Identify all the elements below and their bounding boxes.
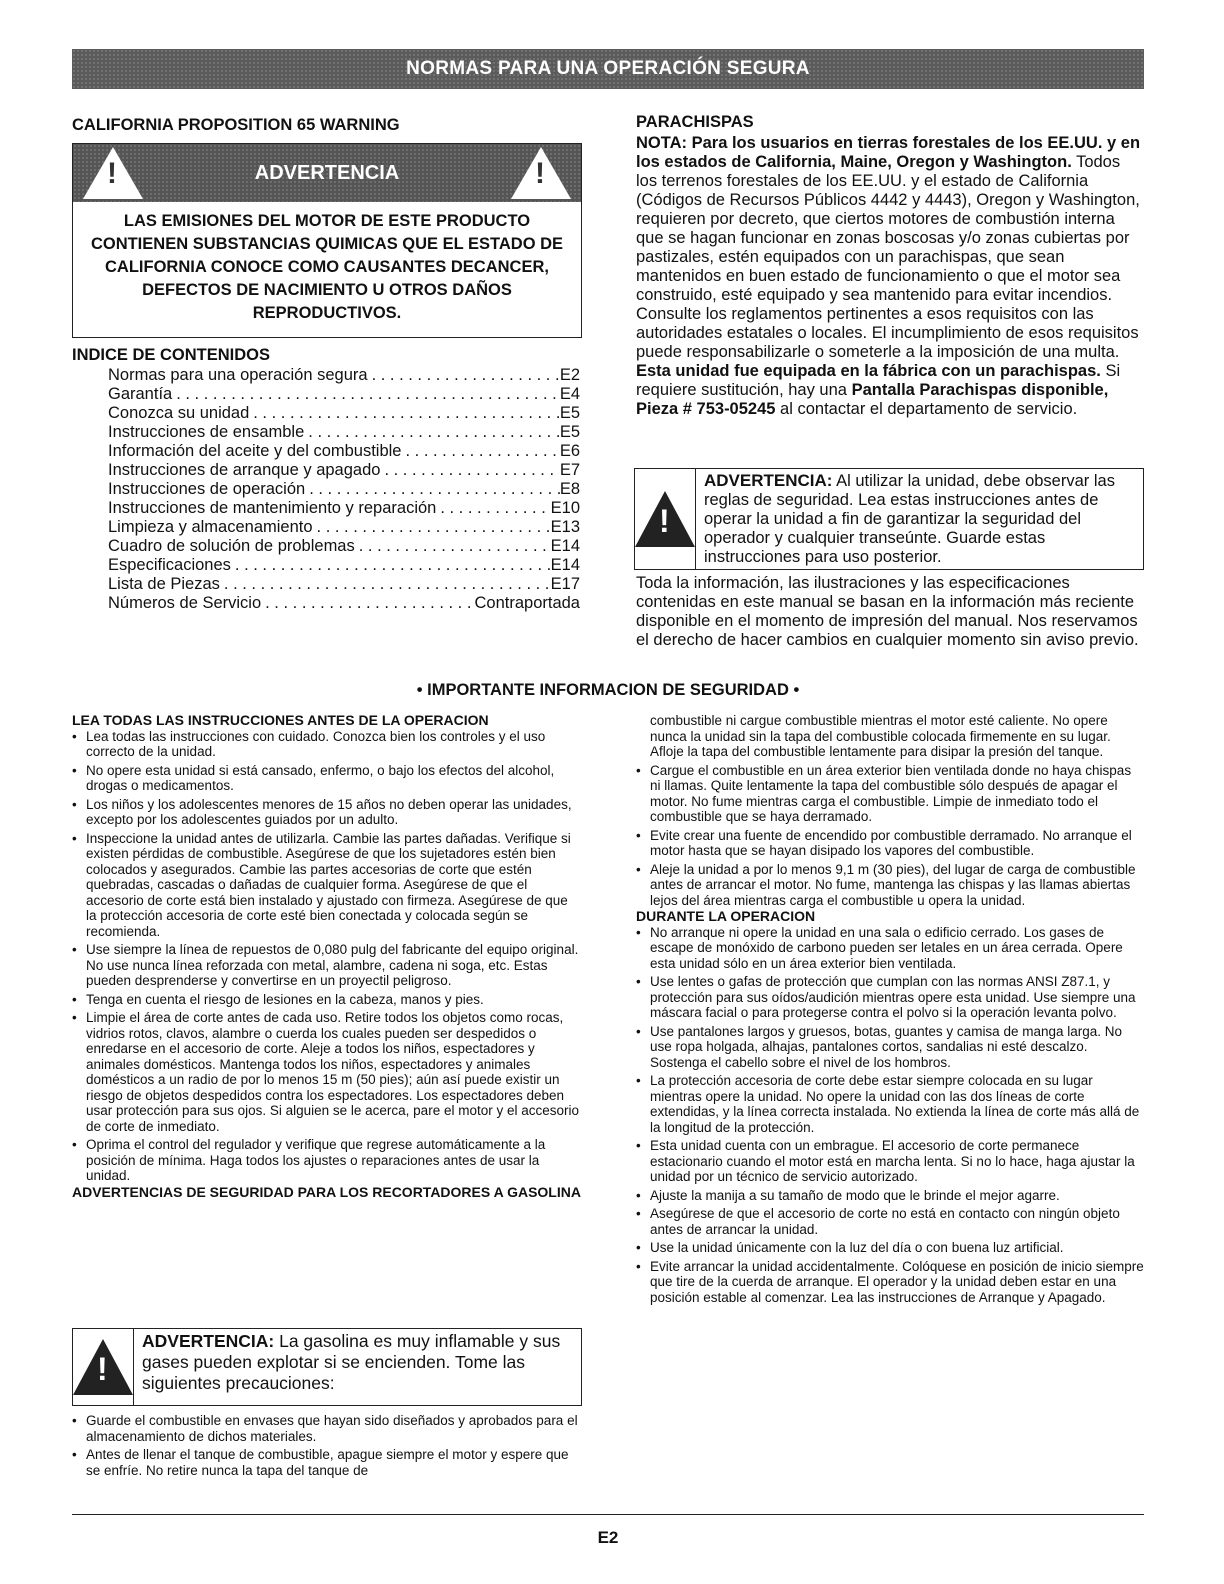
toc-page: E8 bbox=[559, 480, 580, 498]
warning-label: ADVERTENCIA: bbox=[704, 471, 833, 490]
warning-body: La gasolina es muy inflamable y sus gases pueden explotar si se encienden. Tome las siguientes precauciones: bbox=[142, 1331, 561, 1393]
list-item: • Evite crear una fuente de encendido por combustible derramado. No arranque el motor hasta que se hayan disipado los vapores del combustible. bbox=[636, 828, 1144, 859]
toc-label: Instrucciones de mantenimiento y reparación bbox=[108, 499, 437, 517]
user-warning-text bbox=[696, 469, 1143, 569]
during-operation-list bbox=[636, 925, 1144, 1306]
list-item: • Lea todas las instrucciones con cuidado. Conozca bien los controles y el uso correcto de la unidad. bbox=[72, 729, 582, 760]
toc-row bbox=[108, 499, 580, 518]
left-bottom-column-end bbox=[72, 1413, 582, 1481]
toc-row bbox=[108, 556, 580, 575]
toc-page: E5 bbox=[559, 423, 580, 441]
gasoline-warning-box bbox=[72, 1328, 582, 1406]
list-item: • La protección accesoria de corte debe estar siempre colocada en su lugar mientras opere la unidad. No opere la unidad con las dos líneas de corte extendidas, y la línea correcta instalada. No extienda la línea de corte más allá de la longitud de la protección. bbox=[636, 1073, 1144, 1135]
info-paragraph-block bbox=[636, 574, 1144, 650]
list-item: • Esta unidad cuenta con un embrague. El accesorio de corte permanece estacionario cuando el motor está en marcha lenta. Si no lo hace, haga ajustar la unidad por un técnico de servicio autorizado. bbox=[636, 1138, 1144, 1185]
toc-page: E10 bbox=[550, 499, 580, 517]
toc-page: E6 bbox=[559, 442, 580, 460]
toc-label: Conozca su unidad bbox=[108, 404, 250, 422]
prop65-warning-text: LAS EMISIONES DEL MOTOR DE ESTE PRODUCTO CONTIENEN SUBSTANCIAS QUIMICAS QUE EL ESTADO DE CALIFORNIA CONOCE COMO CAUSANTES DECANCER, DEFECTOS DE NACIMIENTO U OTROS DAÑOS REPRODUCTIVOS. bbox=[90, 212, 564, 322]
list-item: • Use la unidad únicamente con la luz del día o con buena luz artificial. bbox=[636, 1240, 1144, 1256]
list-item: • Asegúrese de que el accesorio de corte no está en contacto con ningún objeto antes de arrancar la unidad. bbox=[636, 1206, 1144, 1237]
list-item: • Ajuste la manija a su tamaño de modo que le brinde el mejor agarre. bbox=[636, 1188, 1144, 1204]
list-item: • Antes de llenar el tanque de combustible, apague siempre el motor y espere que se enfríe. No retire nunca la tapa del tanque de bbox=[72, 1447, 582, 1478]
toc-page: E4 bbox=[559, 385, 580, 403]
read-all-list bbox=[72, 729, 582, 1184]
toc-row bbox=[108, 404, 580, 423]
list-item: • Use siempre la línea de repuestos de 0,080 pulg del fabricante del equipo original. No use nunca línea reforzada con metal, alambre, cadena ni soga, etc. Estas pueden desprenderse y convertirse en un proyectil peligroso. bbox=[72, 942, 582, 989]
toc-row bbox=[108, 423, 580, 442]
user-warning-box bbox=[634, 468, 1144, 570]
toc-leader bbox=[220, 575, 551, 594]
warning-triangle-icon bbox=[73, 1339, 133, 1395]
important-heading: • IMPORTANTE INFORMACION DE SEGURIDAD • bbox=[416, 681, 800, 699]
prop65-warning-box bbox=[72, 143, 582, 338]
section-banner bbox=[72, 49, 1144, 89]
warning-triangle-icon bbox=[511, 147, 571, 199]
continued-text: combustible ni cargue combustible mientras el motor esté caliente. No opere nunca la unidad sin la tapa del combustible colocada firmemente en su lugar. Afloje la tapa del combustible lentamente para disipar la presión del tanque. bbox=[650, 713, 1111, 759]
toc-row bbox=[108, 537, 580, 556]
list-item: • Limpie el área de corte antes de cada uso. Retire todos los objetos como rocas, vidrios rotos, clavos, alambre o cuerda los cuales pueden ser despedidos o enredarse en el accesorio de corte. Aleje a todos los niños, espectadores y animales domésticos. Mantenga todos los niños, espectadores y animales domésticos a un radio de por lo menos 15 m (50 pies); aún así puede existir un riesgo de objetos despedidos contra los espectadores. Los espectadores deben usar protección para sus ojos. Si alguien se le acerca, pare el motor y el accesorio de corte de inmediato. bbox=[72, 1010, 582, 1134]
prop65-heading: CALIFORNIA PROPOSITION 65 WARNING bbox=[72, 116, 400, 134]
equipped-bold: Esta unidad fue equipada en la fábrica con un parachispas. bbox=[636, 362, 1101, 380]
list-item: • Cargue el combustible en un área exterior bien ventilada donde no haya chispas ni llamas. Quite lentamente la tapa del combustible sólo después de apagar el motor. No fume mientras carga el combustible. Limpie de inmediato todo el combustible que se haya derramado. bbox=[636, 763, 1144, 825]
toc-page: Contraportada bbox=[474, 594, 580, 612]
left-top-column bbox=[72, 116, 584, 135]
list-item: • Use pantalones largos y gruesos, botas, guantes y camisa de manga larga. No use ropa holgada, alhajas, pantalones cortos, sandalias ni esté descalzo. Sostenga el cabello sobre el nivel de los hombros. bbox=[636, 1024, 1144, 1071]
toc-page: E7 bbox=[559, 461, 580, 479]
nota-bold: NOTA: Para los usuarios en tierras forestales de los EE.UU. y en los estados de California, Maine, Oregon y Washington. bbox=[636, 134, 1141, 171]
parachispas-heading: PARACHISPAS bbox=[636, 113, 754, 131]
toc-label: Lista de Piezas bbox=[108, 575, 220, 593]
toc-label: Instrucciones de ensamble bbox=[108, 423, 305, 441]
list-item: • Use lentes o gafas de protección que cumplan con las normas ANSI Z87.1, y protección para sus oídos/audición mientras opere esta unidad. Use siempre una máscara facial o para protegerse contra el polvo si la operación levanta polvo. bbox=[636, 974, 1144, 1021]
toc-row bbox=[108, 366, 580, 385]
list-item: • No arranque ni opere la unidad en una sala o edificio cerrado. Los gases de escape de monóxido de carbono pueden ser letales en un área cerrada. Opere esta unidad sólo en un área exterior bien ventilada. bbox=[636, 925, 1144, 972]
toc-label: Instrucciones de arranque y apagado bbox=[108, 461, 381, 479]
toc-leader bbox=[355, 537, 551, 556]
nota-paragraph bbox=[636, 134, 1144, 362]
toc-label: Limpieza y almacenamiento bbox=[108, 518, 313, 536]
nota-text: Todos los terrenos forestales de los EE.UU. y el estado de California (Códigos de Recursos Públicos 4442 y 4443), Oregon y Washington, requieren por decreto, que ciertos motores de combustión interna que se hagan funcionar en zonas boscosas y/o zonas cubiertas por pastizales, estén equipados con un parachispas, que sean mantenidos en buen estado de funcionamiento o que el motor sea construido, esté equipado y sea mantenido para evitar incendios. Consulte los reglamentos pertinentes a esos requisitos con las autoridades estatales o locales. El incumplimiento de esos requisitos puede responsabilizarle o someterle a la imposición de una multa. bbox=[636, 153, 1140, 361]
list-item: • No opere esta unidad si está cansado, enfermo, o bajo los efectos del alcohol, drogas o medicamentos. bbox=[72, 763, 582, 794]
toc-row bbox=[108, 442, 580, 461]
toc-leader bbox=[261, 594, 474, 613]
equipped-paragraph bbox=[636, 362, 1144, 419]
toc-page: E14 bbox=[550, 556, 580, 574]
right-top-column bbox=[636, 113, 1144, 419]
list-item: • Oprima el control del regulador y verifique que regrese automáticamente a la posición de mínima. Haga todos los ajustes o reparaciones antes de usar la unidad. bbox=[72, 1137, 582, 1184]
warning-title: ADVERTENCIA bbox=[254, 162, 400, 184]
toc-row bbox=[108, 594, 580, 613]
left-bottom-column bbox=[72, 713, 582, 1200]
fuel-list-continued bbox=[636, 763, 1144, 909]
footer-rule bbox=[72, 1514, 1144, 1515]
toc-leader bbox=[231, 556, 551, 575]
toc-heading: INDICE DE CONTENIDOS bbox=[72, 346, 271, 364]
toc-page: E5 bbox=[559, 404, 580, 422]
contact-text: al contactar el departamento de servicio. bbox=[775, 400, 1078, 418]
toc-leader bbox=[249, 404, 560, 423]
toc-row bbox=[108, 480, 580, 499]
banner-title: NORMAS PARA UNA OPERACIÓN SEGURA bbox=[406, 58, 810, 79]
toc-label: Especificaciones bbox=[108, 556, 231, 574]
toc-row bbox=[108, 575, 580, 594]
warning-label: ADVERTENCIA: bbox=[142, 1331, 275, 1351]
toc-list bbox=[72, 366, 580, 613]
toc-leader bbox=[313, 518, 551, 537]
toc-leader bbox=[436, 499, 550, 518]
toc-leader bbox=[402, 442, 560, 461]
warning-bar bbox=[73, 144, 581, 202]
warning-triangle-icon bbox=[635, 491, 695, 547]
toc-row bbox=[108, 461, 580, 480]
toc-label: Garantía bbox=[108, 385, 173, 403]
toc-label: Números de Servicio bbox=[108, 594, 262, 612]
gas-trimmer-heading: ADVERTENCIAS DE SEGURIDAD PARA LOS RECORTADORES A GASOLINA bbox=[72, 1183, 581, 1200]
gasoline-warning-text bbox=[134, 1329, 581, 1405]
toc-leader bbox=[305, 480, 560, 499]
list-item: • Guarde el combustible en envases que hayan sido diseñados y aprobados para el almacenamiento de dichos materiales. bbox=[72, 1413, 582, 1444]
warning-icon-cell bbox=[73, 1329, 134, 1405]
screen-part-bold: Pantalla Parachispas disponible, Pieza # 753-05245 bbox=[636, 381, 1109, 418]
during-operation-heading: DURANTE LA OPERACION bbox=[636, 908, 816, 924]
toc-page: E13 bbox=[550, 518, 580, 536]
list-item: • Aleje la unidad a por lo menos 9,1 m (30 pies), del lugar de carga de combustible antes de arrancar el motor. No fume, mantenga las chispas y las llamas abiertas lejos del área mientras carga el combustible u opera la unidad. bbox=[636, 862, 1144, 909]
toc-page: E2 bbox=[559, 366, 580, 384]
toc-row bbox=[108, 385, 580, 404]
info-paragraph: Toda la información, las ilustraciones y las especificaciones contenidas en este manual se basan en la información más reciente disponible en el momento de impresión del manual. Nos reservamos el derecho de hacer cambios en cualquier momento sin aviso previo. bbox=[636, 574, 1139, 649]
toc-leader bbox=[172, 385, 560, 404]
toc-page: E14 bbox=[550, 537, 580, 555]
warning-body: Al utilizar la unidad, debe observar las reglas de seguridad. Lea estas instrucciones antes de operar la unidad a fin de garantizar la seguridad del operador y cualquier transeúnte. Guarde estas instrucciones para uso posterior. bbox=[704, 472, 1115, 566]
important-heading-block bbox=[72, 681, 1144, 700]
list-item: • Los niños y los adolescentes menores de 15 años no deben operar las unidades, excepto por los adolescentes guiados por un adulto. bbox=[72, 797, 582, 828]
toc-leader bbox=[304, 423, 560, 442]
table-of-contents bbox=[72, 346, 580, 613]
list-item: • Inspeccione la unidad antes de utilizarla. Cambie las partes dañadas. Verifique si existen pérdidas de combustible. Asegúrese de que los sujetadores estén bien colocados y asegurados. Cambie las partes accesorias de corte que estén quebradas, cascadas o dañadas de cualquier forma. Asegúrese de que el accesorio de corte está bien instalado y ajustado con firmeza. Asegúrese de que la protección accesoria de corte esté bien conectada y colocada según se recomienda. bbox=[72, 831, 582, 940]
page-number: E2 bbox=[597, 1528, 619, 1547]
read-all-heading: LEA TODAS LAS INSTRUCCIONES ANTES DE LA OPERACION bbox=[72, 712, 489, 728]
toc-page: E17 bbox=[550, 575, 580, 593]
toc-label: Normas para una operación segura bbox=[108, 366, 368, 384]
warning-icon-cell bbox=[635, 469, 696, 569]
replace-text: Si requiere sustitución, hay una bbox=[636, 362, 1121, 399]
right-bottom-column bbox=[636, 713, 1144, 1308]
toc-leader bbox=[368, 366, 560, 385]
toc-label: Instrucciones de operación bbox=[108, 480, 306, 498]
list-item: • Evite arrancar la unidad accidentalmente. Colóquese en posición de inicio siempre que tire de la cuerda de arranque. El operador y la unidad deben estar en una posición estable al comenzar. Lea las instrucciones de Arranque y Apagado. bbox=[636, 1259, 1144, 1306]
toc-label: Información del aceite y del combustible bbox=[108, 442, 402, 460]
toc-leader bbox=[380, 461, 559, 480]
toc-row bbox=[108, 518, 580, 537]
toc-label: Cuadro de solución de problemas bbox=[108, 537, 355, 555]
fuel-list bbox=[72, 1413, 582, 1478]
list-item: • Tenga en cuenta el riesgo de lesiones en la cabeza, manos y pies. bbox=[72, 992, 582, 1008]
